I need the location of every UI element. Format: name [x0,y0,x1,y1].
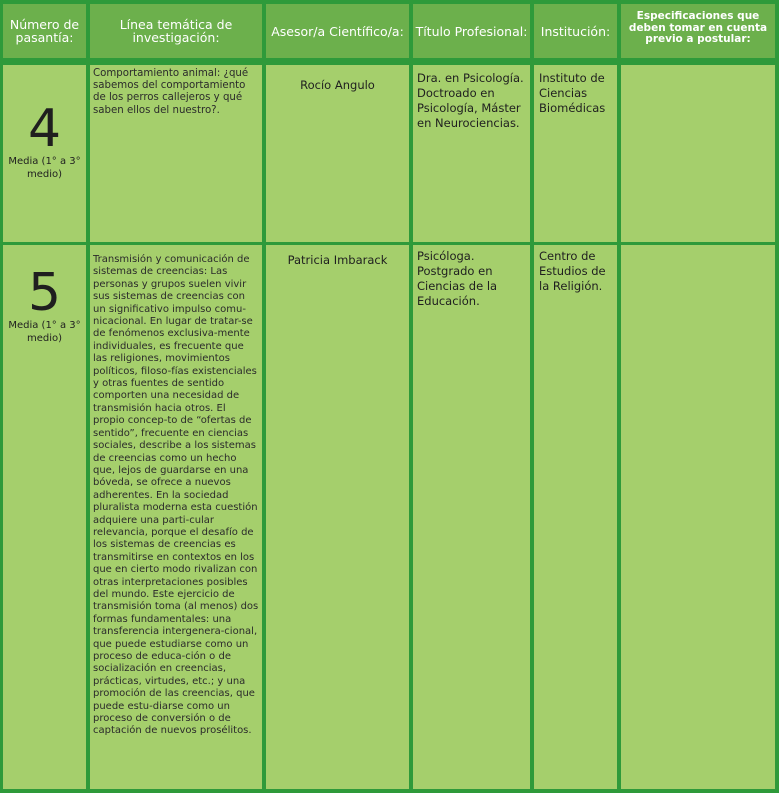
row-5-institution: Centro de Estudios de la Religión. [534,245,617,789]
header-topic: Línea temática de investigación: [90,4,262,58]
row-5-level: Media (1° a 3° medio) [8,320,81,344]
row-5-title: Psicóloga. Postgrado en Ciencias de la Educación. [413,245,530,789]
row-5-specs [621,245,775,789]
row-5-advisor: Patricia Imbarack [266,245,409,789]
header-specs: Especificaciones que deben tomar en cuenta previo a postular: [621,4,775,58]
header-number: Número de pasantía: [3,4,86,58]
row-4-level: Media (1° a 3° medio) [8,156,81,180]
row-4-specs [621,65,775,242]
header-institution: Institución: [534,4,617,58]
header-advisor: Asesor/a Científico/a: [266,4,409,58]
row-4-number: 4 [27,99,62,159]
row-4-topic: Comportamiento animal: ¿qué sabemos del comportamiento de los perros callejeros y qué saben ellos del nuestro?. [90,65,262,242]
row-4-advisor: Rocío Angulo [266,65,409,242]
row-5-number: 5 [27,263,62,323]
row-4-title: Dra. en Psicología. Doctroado en Psicología, Máster en Neurociencias. [413,65,530,242]
row-5-number-cell [3,245,86,789]
header-title: Título Profesional: [413,4,530,58]
row-5-topic: Transmisión y comunicación de sistemas de creencias: Las personas y grupos suelen vivir sus sistemas de creencias con un significativo impulso comu-nicacional. En lugar de tratar-se de fenómenos exclusiva-mente individuales, es frecuente que las religiones, movimientos políticos, filoso-fías existenciales y otras fuentes de sentido comporten una necesidad de transmisión hacia otros. El propio concep-to de “ofertas de sentido”, frecuente en ciencias sociales, describe a los sistemas de creencias como un hecho que, lejos de guardarse en una bóveda, se ofrece a nuevos adherentes. En la sociedad pluralista moderna esta cuestión adquiere una parti-cular relevancia, porque el desafío de los sistemas de creencias es transmitirse en contextos en los que en cierto modo rivalizan con otras interpretaciones posibles del mundo. Este ejercicio de transmisión toma (al menos) dos formas fundamentales: una transferencia intergenera-cional, que puede estudiarse como un proceso de educa-ción o de socialización en creencias, prácticas, virtudes, etc.; y una promoción de las creencias, que puede estu-diarse como un proceso de conversión o de captación de nuevos prosélitos. [90,245,262,789]
row-4-institution: Instituto de Ciencias Biomédicas [534,65,617,242]
row-4-number-cell [3,65,86,242]
